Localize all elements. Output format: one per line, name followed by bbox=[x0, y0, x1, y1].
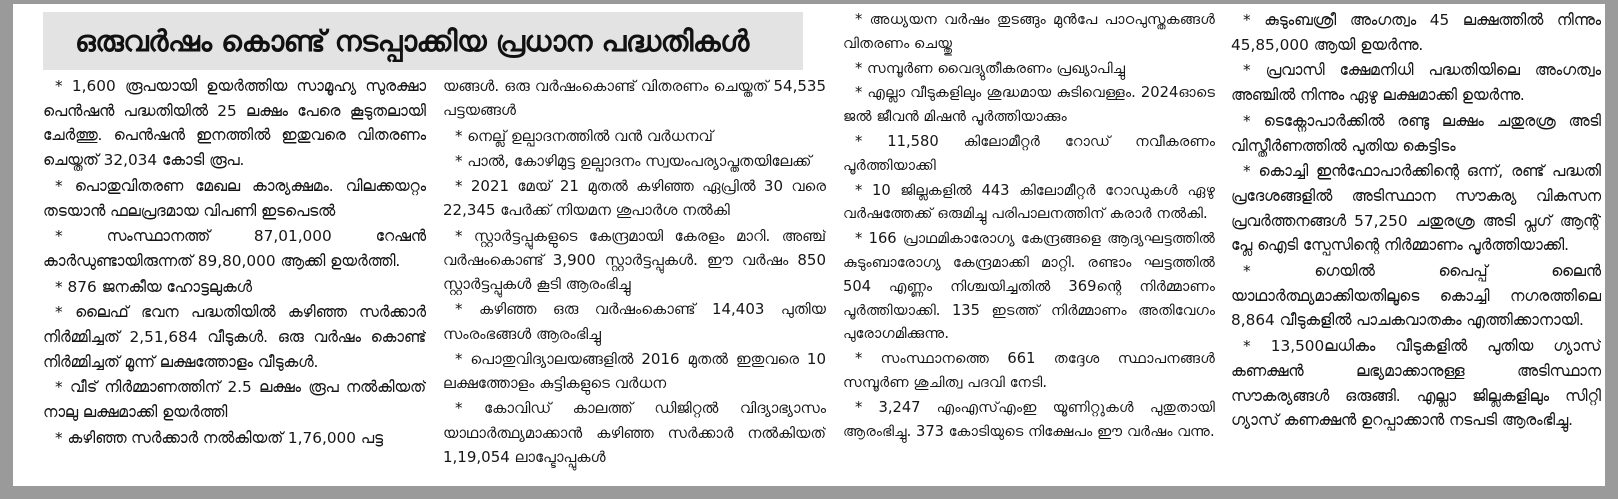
list-item: * 2021 മേയ് 21 മുതൽ കഴിഞ്ഞ ഏപ്രിൽ 30 വരെ 22,345 പേർക്ക് നിയമന ശുപാർശ നൽകി bbox=[443, 177, 826, 220]
list-item: * 1,600 രൂപയായി ഉയർത്തിയ സാമൂഹ്യ സുരക്ഷാ പെൻഷൻ പദ്ധതിയിൽ 25 ലക്ഷം പേരെ കൂടുതലായി ചേർത്തു. പെൻഷൻ ഇനത്തിൽ ഇതുവരെ വിതരണം ചെയ്തത് 32,034 കോടി രൂപ. bbox=[43, 77, 426, 170]
column-2 bbox=[443, 74, 826, 474]
list-item: * 166 പ്രാഥമികാരോഗ്യ കേന്ദ്രങ്ങളെ ആദ്യഘട്ടത്തിൽ കുടുംബാരോഗ്യ കേന്ദ്രമാക്കി മാറ്റി. രണ്ടാം ഘട്ടത്തിൽ 504 എണ്ണം നിശ്ചയിച്ചതിൽ 369ന്റെ നിർമ്മാണം പൂർത്തിയാക്കി. 135 ഇടത്ത് നിർമ്മാണം അതിവേഗം പുരോഗമിക്കുന്നു. bbox=[843, 230, 1215, 343]
list-item: * സ്റ്റാർട്ടപ്പുകളുടെ കേന്ദ്രമായി കേരളം മാറി. അഞ്ച് വർഷംകൊണ്ട് 3,900 സ്റ്റാർട്ടപ്പുകൾ. ഈ വർഷം 850 സ്റ്റാർട്ടപ്പുകൾ കൂടി ആരംഭിച്ചു bbox=[443, 226, 826, 293]
headline-text: ഒരുവർഷം കൊണ്ട് നടപ്പാക്കിയ പ്രധാന പദ്ധതികൾ bbox=[75, 23, 749, 58]
list-item: * 876 ജനകീയ ഹോട്ടലുകൾ bbox=[55, 277, 252, 296]
continued-text: യങ്ങൾ. ഒരു വർഷംകൊണ്ട് വിതരണം ചെയ്തത് 54,535 പട്ടയങ്ങൾ bbox=[443, 77, 826, 120]
list-item: * പ്രവാസി ക്ഷേമനിധി പദ്ധതിയിലെ അംഗത്വം അഞ്ചിൽ നിന്നും ഏഴു ലക്ഷമാക്കി ഉയർന്നു. bbox=[1231, 61, 1601, 105]
list-item: * സംസ്ഥാനത്ത് 87,01,000 റേഷൻ കാർഡുണ്ടായിരുന്നത് 89,80,000 ആക്കി ഉയർത്തി. bbox=[43, 227, 426, 270]
list-item: * പാൽ, കോഴിമുട്ട ഉല്പാദനം സ്വയംപര്യാപ്തതയിലേക്ക് bbox=[455, 151, 812, 170]
list-item: * 10 ജില്ലകളിൽ 443 കിലോമീറ്റർ റോഡുകൾ ഏഴു വർഷത്തേക്ക് ഒരുമിച്ചു പരിപാലനത്തിന് കരാർ നൽകി. bbox=[843, 181, 1215, 223]
list-item: * 13,500ലധികം വീടുകളിൽ പുതിയ ഗ്യാസ് കണക്ഷൻ ലഭ്യമാക്കാനുള്ള അടിസ്ഥാന സൗകര്യങ്ങൾ ഒരുങ്ങി. എല്ലാ ജില്ലകളിലും സിറ്റി ഗ്യാസ് കണക്ഷൻ ഉറപ്പാക്കാൻ നടപടി ആരംഭിച്ചു. bbox=[1231, 337, 1601, 430]
list-item: * അധ്യയന വർഷം തുടങ്ങും മുൻപേ പാഠപുസ്തകങ്ങൾ വിതരണം ചെയ്തു bbox=[843, 11, 1215, 52]
list-item: * ലൈഫ് ഭവന പദ്ധതിയിൽ കഴിഞ്ഞ സർക്കാർ നിർമ്മിച്ചത് 2,51,684 വീടുകൾ. ഒരു വർഷം കൊണ്ട് നിർമ്മിച്ചത് മൂന്ന് ലക്ഷത്തോളം വീടുകൾ. bbox=[43, 303, 426, 371]
headline bbox=[43, 12, 803, 70]
list-item: * നെല്ല് ഉല്പാദനത്തിൽ വൻ വർധനവ് bbox=[455, 126, 713, 145]
list-item: * സംസ്ഥാനത്തെ 661 തദ്ദേശ സ്ഥാപനങ്ങൾ സമ്പൂർണ ശുചിത്വ പദവി നേടി. bbox=[843, 350, 1215, 391]
list-item: * 11,580 കിലോമീറ്റർ റോഡ് നവീകരണം പൂർത്തിയാക്കി bbox=[843, 132, 1215, 174]
list-item: * കഴിഞ്ഞ ഒരു വർഷംകൊണ്ട് 14,403 പുതിയ സംരംഭങ്ങൾ ആരംഭിച്ചു bbox=[443, 300, 826, 343]
column-1 bbox=[43, 74, 426, 474]
column-4 bbox=[1231, 8, 1601, 478]
list-item: * ഗെയിൽ പൈപ്പ് ലൈൻ യാഥാർത്ഥ്യമാക്കിയതിലൂടെ കൊച്ചി നഗരത്തിലെ 8,864 വീടുകളിൽ പാചകവാതകം എത്തിക്കാനായി. bbox=[1231, 262, 1601, 330]
list-item: * കുടുംബശ്രീ അംഗത്വം 45 ലക്ഷത്തിൽ നിന്നും 45,85,000 ആയി ഉയർന്നു. bbox=[1231, 11, 1601, 54]
list-item: * കഴിഞ്ഞ സർക്കാർ നൽകിയത് 1,76,000 പട്ട bbox=[55, 428, 383, 447]
list-item: * കൊച്ചി ഇൻഫോപാർക്കിന്റെ ഒന്ന്, രണ്ട് പദ്ധതി പ്രദേശങ്ങളിൽ അടിസ്ഥാന സൗകര്യ വികസന പ്രവർത്തനങ്ങൾ 57,250 ചതുരശ്ര അടി പ്ലഗ് ആന്റ് പ്ലേ ഐടി സ്പേസിന്റെ നിർമ്മാണം പൂർത്തിയാക്കി. bbox=[1231, 162, 1601, 255]
list-item: * വീട് നിർമ്മാണത്തിന് 2.5 ലക്ഷം രൂപ നൽകിയത് നാലു ലക്ഷമാക്കി ഉയർത്തി bbox=[43, 378, 426, 422]
list-item: * കോവിഡ് കാലത്ത് ഡിജിറ്റൽ വിദ്യാഭ്യാസം യാഥാർത്ഥ്യമാക്കാൻ കഴിഞ്ഞ സർക്കാർ നൽകിയത് 1,19,054 ലാപ്ടോപ്പുകൾ bbox=[443, 399, 826, 466]
list-item: * പൊതുവിതരണ മേഖല കാര്യക്ഷമം. വിലക്കയറ്റം തടയാൻ ഫലപ്രദമായ വിപണി ഇടപെടൽ bbox=[43, 176, 426, 220]
list-item: * സമ്പൂർണ വൈദ്യുതീകരണം പ്രഖ്യാപിച്ചു bbox=[855, 59, 1126, 77]
list-item: * എല്ലാ വീടുകളിലും ശുദ്ധമായ കുടിവെള്ളം. 2024ഓടെ ജൽ ജീവൻ മിഷൻ പൂർത്തിയാക്കും bbox=[843, 84, 1215, 126]
column-3 bbox=[843, 8, 1215, 478]
list-item: * 3,247 എംഎസ്എംഇ യൂണിറ്റുകൾ പുതുതായി ആരംഭിച്ചു. 373 കോടിയുടെ നിക്ഷേപം ഈ വർഷം വന്നു. bbox=[843, 398, 1215, 440]
list-item: * പൊതുവിദ്യാലയങ്ങളിൽ 2016 മുതൽ ഇതുവരെ 10 ലക്ഷത്തോളം കുട്ടികളുടെ വർധന bbox=[443, 349, 826, 392]
list-item: * ടെക്നോപാർക്കിൽ രണ്ടു ലക്ഷം ചതുരശ്ര അടി വിസ്തീർണത്തിൽ പുതിയ കെട്ടിടം bbox=[1231, 111, 1601, 155]
